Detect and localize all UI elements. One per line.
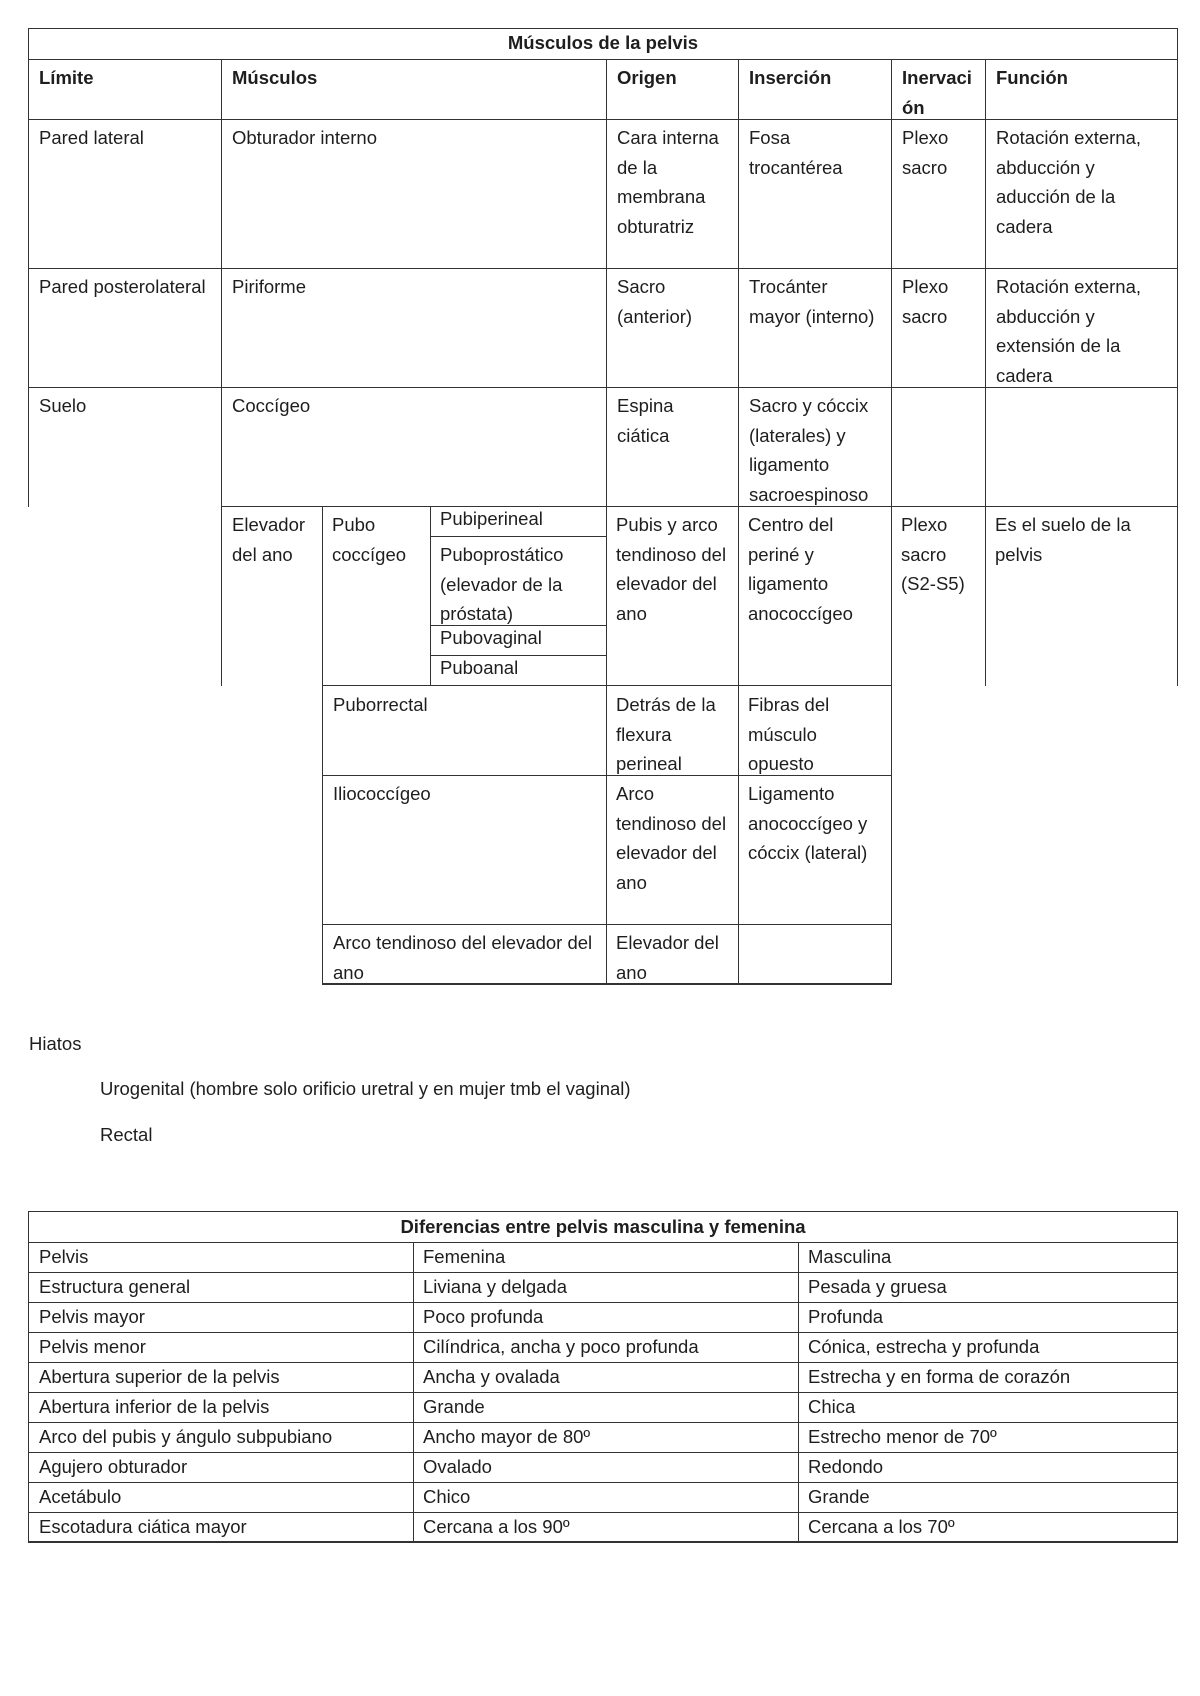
header-funcion: Función — [985, 59, 1178, 120]
row-limite: Pared posterolateral — [28, 268, 222, 388]
table-cell: Acetábulo — [28, 1482, 414, 1513]
table-cell: Liviana y delgada — [413, 1272, 799, 1303]
table-cell: Grande — [413, 1392, 799, 1423]
row-subgroup: Pubo coccígeo — [322, 506, 431, 686]
table-cell: Cilíndrica, ancha y poco profunda — [413, 1332, 799, 1363]
table-cell: Pesada y gruesa — [798, 1272, 1178, 1303]
section-heading: Hiatos — [29, 1033, 82, 1054]
row-musculo: Obturador interno — [221, 119, 607, 269]
table-cell: Abertura inferior de la pelvis — [28, 1392, 414, 1423]
row-insercion: Fosa trocantérea — [738, 119, 892, 269]
row-origen: Arco tendinoso del elevador del ano — [606, 775, 739, 925]
table-cell: Cercana a los 70º — [798, 1512, 1178, 1543]
row-insercion: Fibras del músculo opuesto — [738, 685, 892, 776]
row-origen: Detrás de la flexura perineal — [606, 685, 739, 776]
table-cell: Masculina — [798, 1242, 1178, 1273]
table-cell: Chica — [798, 1392, 1178, 1423]
row-funcion — [985, 387, 1178, 507]
table-cell: Escotadura ciática mayor — [28, 1512, 414, 1543]
row-musculo: Piriforme — [221, 268, 607, 388]
header-origen: Origen — [606, 59, 739, 120]
row-subgroup: Puborrectal — [322, 685, 607, 776]
row-origen: Cara interna de la membrana obturatriz — [606, 119, 739, 269]
table-cell: Profunda — [798, 1302, 1178, 1333]
row-inervacion: Plexo sacro — [891, 119, 986, 269]
row-inervacion: Plexo sacro — [891, 268, 986, 388]
table-title: Diferencias entre pelvis masculina y femenina — [28, 1211, 1178, 1243]
row-insercion: Sacro y cóccix (laterales) y ligamento sacroespinoso — [738, 387, 892, 507]
table-cell: Estructura general — [28, 1272, 414, 1303]
row-inervacion — [891, 387, 986, 507]
row-inervacion: Plexo sacro (S2-S5) — [891, 506, 986, 686]
row-origen: Espina ciática — [606, 387, 739, 507]
table-cell: Redondo — [798, 1452, 1178, 1483]
row-limite: Pared lateral — [28, 119, 222, 269]
row-funcion: Es el suelo de la pelvis — [985, 506, 1178, 686]
table-cell: Grande — [798, 1482, 1178, 1513]
row-origen: Sacro (anterior) — [606, 268, 739, 388]
row-insercion: Trocánter mayor (interno) — [738, 268, 892, 388]
row-subgroup: Iliococcígeo — [322, 775, 607, 925]
header-insercion: Inserción — [738, 59, 892, 120]
header-limite: Límite — [28, 59, 222, 120]
row-musculo: Coccígeo — [221, 387, 607, 507]
row-submuscle: Pubiperineal — [430, 506, 607, 537]
table-cell: Pelvis — [28, 1242, 414, 1273]
row-limite: Suelo — [28, 387, 222, 507]
table-cell: Ancha y ovalada — [413, 1362, 799, 1393]
table-cell: Poco profunda — [413, 1302, 799, 1333]
list-item: Urogenital (hombre solo orificio uretral y en mujer tmb el vaginal) — [100, 1078, 631, 1099]
table-title: Músculos de la pelvis — [28, 28, 1178, 60]
table-cell: Ovalado — [413, 1452, 799, 1483]
table-cell: Estrecho menor de 70º — [798, 1422, 1178, 1453]
table-cell: Femenina — [413, 1242, 799, 1273]
row-submuscle: Pubovaginal — [430, 625, 607, 656]
table-cell: Pelvis menor — [28, 1332, 414, 1363]
row-insercion: Centro del periné y ligamento anococcígeo — [738, 506, 892, 686]
row-insercion — [738, 924, 892, 985]
header-inervacion: Inervación — [891, 59, 986, 120]
table-cell: Cónica, estrecha y profunda — [798, 1332, 1178, 1363]
table-cell: Pelvis mayor — [28, 1302, 414, 1333]
table-cell: Cercana a los 90º — [413, 1512, 799, 1543]
row-origen: Pubis y arco tendinoso del elevador del ano — [606, 506, 739, 686]
header-musculos: Músculos — [221, 59, 607, 120]
row-subgroup: Arco tendinoso del elevador del ano — [322, 924, 607, 985]
row-origen: Elevador del ano — [606, 924, 739, 985]
list-item: Rectal — [100, 1124, 153, 1145]
table-cell: Ancho mayor de 80º — [413, 1422, 799, 1453]
row-musculo: Elevador del ano — [221, 506, 323, 686]
table-cell: Agujero obturador — [28, 1452, 414, 1483]
table-cell: Chico — [413, 1482, 799, 1513]
table-cell: Abertura superior de la pelvis — [28, 1362, 414, 1393]
row-submuscle: Puboprostático (elevador de la próstata) — [430, 536, 607, 626]
row-insercion: Ligamento anococcígeo y cóccix (lateral) — [738, 775, 892, 925]
table-cell: Arco del pubis y ángulo subpubiano — [28, 1422, 414, 1453]
table-cell: Estrecha y en forma de corazón — [798, 1362, 1178, 1393]
row-submuscle: Puboanal — [430, 655, 607, 686]
row-funcion: Rotación externa, abducción y aducción de la cadera — [985, 119, 1178, 269]
row-funcion: Rotación externa, abducción y extensión de la cadera — [985, 268, 1178, 388]
